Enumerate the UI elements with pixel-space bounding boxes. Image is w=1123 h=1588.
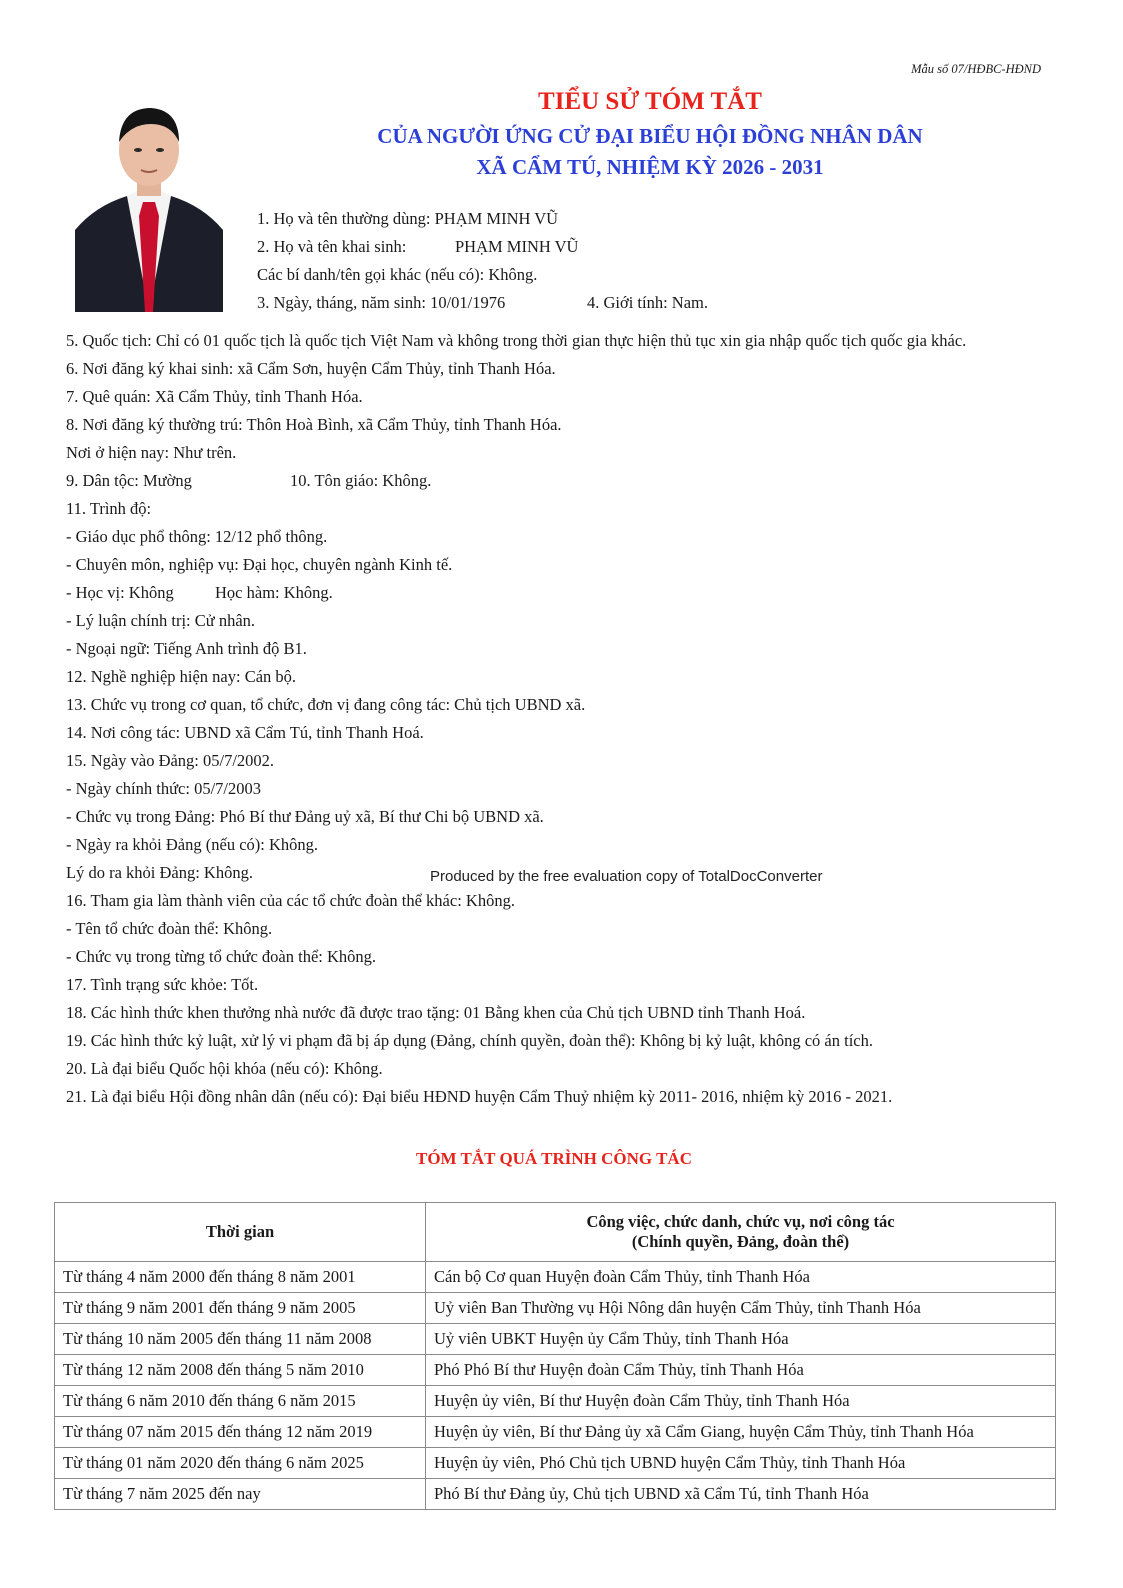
row-work: Cán bộ Cơ quan Huyện đoàn Cẩm Thủy, tỉnh Thanh Hóa <box>426 1262 1056 1293</box>
birth-name-label: 2. Họ và tên khai sinh: <box>257 237 407 256</box>
row-work: Phó Phó Bí thư Huyện đoàn Cẩm Thủy, tỉnh Thanh Hóa <box>426 1355 1056 1386</box>
row-work: Huyện ủy viên, Bí thư Huyện đoàn Cẩm Thủy, tỉnh Thanh Hóa <box>426 1386 1056 1417</box>
table-header-row <box>55 1203 1056 1262</box>
row-time: Từ tháng 12 năm 2008 đến tháng 5 năm 2010 <box>55 1355 426 1386</box>
current-residence: Nơi ở hiện nay: Như trên. <box>66 443 237 462</box>
organization-positions: - Chức vụ trong từng tổ chức đoàn thể: Không. <box>66 947 377 966</box>
row-time: Từ tháng 9 năm 2001 đến tháng 9 năm 2005 <box>55 1293 426 1324</box>
table-row <box>55 1355 1056 1386</box>
row-work: Uỷ viên UBKT Huyện ủy Cẩm Thủy, tỉnh Thanh Hóa <box>426 1324 1056 1355</box>
education-heading: 11. Trình độ: <box>66 499 152 518</box>
organization-names: - Tên tổ chức đoàn thể: Không. <box>66 919 273 938</box>
work-history-table <box>54 1202 1056 1510</box>
academic-degree: - Học vị: Không <box>66 583 174 602</box>
professional-qualification: - Chuyên môn, nghiệp vụ: Đại học, chuyên ngành Kinh tế. <box>66 555 453 574</box>
header-work-line2: (Chính quyền, Đảng, đoàn thể) <box>631 1232 850 1251</box>
peoples-council-delegate: 21. Là đại biểu Hội đồng nhân dân (nếu có): Đại biểu HĐND huyện Cẩm Thuỷ nhiệm kỳ 2011- 2016, nhiệm kỳ 2016 - 2021. <box>66 1087 893 1106</box>
nationality: 5. Quốc tịch: Chỉ có 01 quốc tịch là quốc tịch Việt Nam và không trong thời gian thực hiện thủ tục xin gia nhập quốc tịch quốc gia khác. <box>66 331 967 350</box>
political-theory: - Lý luận chính trị: Cử nhân. <box>66 611 256 630</box>
birth-name-value: PHẠM MINH VŨ <box>455 237 579 256</box>
national-assembly-delegate: 20. Là đại biểu Quốc hội khóa (nếu có): Không. <box>66 1059 383 1078</box>
disciplinary-actions: 19. Các hình thức kỷ luật, xử lý vi phạm đã bị áp dụng (Đảng, chính quyền, đoàn thể): Không bị kỷ luật, không có án tích. <box>66 1031 873 1050</box>
party-leave-reason: Lý do ra khỏi Đảng: Không. <box>66 863 253 882</box>
foreign-language: - Ngoại ngữ: Tiếng Anh trình độ B1. <box>66 639 307 658</box>
table-row <box>55 1479 1056 1510</box>
table-row <box>55 1386 1056 1417</box>
gender: 4. Giới tính: Nam. <box>587 293 709 312</box>
organizations: 16. Tham gia làm thành viên của các tổ chức đoàn thể khác: Không. <box>66 891 515 910</box>
header-work-line1: Công việc, chức danh, chức vụ, nơi công tác <box>586 1212 895 1231</box>
table-row <box>55 1324 1056 1355</box>
religion: 10. Tôn giáo: Không. <box>290 471 432 490</box>
common-name: 1. Họ và tên thường dùng: PHẠM MINH VŨ <box>257 209 559 228</box>
row-time: Từ tháng 4 năm 2000 đến tháng 8 năm 2001 <box>55 1262 426 1293</box>
party-position: - Chức vụ trong Đảng: Phó Bí thư Đảng uỷ xã, Bí thư Chi bộ UBND xã. <box>66 807 544 826</box>
current-position: 13. Chức vụ trong cơ quan, tổ chức, đơn vị đang công tác: Chủ tịch UBND xã. <box>66 695 586 714</box>
document-subtitle-1: CỦA NGƯỜI ỨNG CỬ ĐẠI BIỂU HỘI ĐỒNG NHÂN DÂN <box>377 124 923 148</box>
academic-title: Học hàm: Không. <box>215 583 333 602</box>
work-history-title: TÓM TẮT QUÁ TRÌNH CÔNG TÁC <box>416 1149 692 1168</box>
party-join-date: 15. Ngày vào Đảng: 05/7/2002. <box>66 751 275 770</box>
party-leave-date: - Ngày ra khỏi Đảng (nếu có): Không. <box>66 835 319 854</box>
party-official-date: - Ngày chính thức: 05/7/2003 <box>66 779 261 798</box>
row-time: Từ tháng 7 năm 2025 đến nay <box>55 1479 426 1510</box>
ethnicity: 9. Dân tộc: Mường <box>66 471 192 490</box>
portrait-photo <box>75 98 223 312</box>
form-number: Mẫu số 07/HĐBC-HĐND <box>911 62 1041 76</box>
date-of-birth: 3. Ngày, tháng, năm sinh: 10/01/1976 <box>257 293 506 312</box>
row-time: Từ tháng 10 năm 2005 đến tháng 11 năm 2008 <box>55 1324 426 1355</box>
header-work <box>426 1203 1056 1262</box>
document-title: TIỂU SỬ TÓM TẮT <box>538 88 762 115</box>
row-work: Uỷ viên Ban Thường vụ Hội Nông dân huyện Cẩm Thủy, tỉnh Thanh Hóa <box>426 1293 1056 1324</box>
row-time: Từ tháng 6 năm 2010 đến tháng 6 năm 2015 <box>55 1386 426 1417</box>
birth-registration-place: 6. Nơi đăng ký khai sinh: xã Cẩm Sơn, huyện Cẩm Thủy, tỉnh Thanh Hóa. <box>66 359 556 378</box>
row-work: Phó Bí thư Đảng ủy, Chủ tịch UBND xã Cẩm Tú, tỉnh Thanh Hóa <box>426 1479 1056 1510</box>
row-time: Từ tháng 01 năm 2020 đến tháng 6 năm 2025 <box>55 1448 426 1479</box>
table-row <box>55 1262 1056 1293</box>
document-subtitle-2: XÃ CẨM TÚ, NHIỆM KỲ 2026 - 2031 <box>476 155 824 179</box>
health-status: 17. Tình trạng sức khỏe: Tốt. <box>66 975 259 994</box>
permanent-residence: 8. Nơi đăng ký thường trú: Thôn Hoà Bình, xã Cẩm Thủy, tỉnh Thanh Hóa. <box>66 415 562 434</box>
evaluation-watermark: Produced by the free evaluation copy of TotalDocConverter <box>430 868 823 885</box>
general-education: - Giáo dục phổ thông: 12/12 phổ thông. <box>66 527 328 546</box>
workplace: 14. Nơi công tác: UBND xã Cẩm Tú, tỉnh Thanh Hoá. <box>66 723 424 742</box>
table-row <box>55 1417 1056 1448</box>
occupation: 12. Nghề nghiệp hiện nay: Cán bộ. <box>66 667 297 686</box>
row-work: Huyện ủy viên, Phó Chủ tịch UBND huyện Cẩm Thủy, tỉnh Thanh Hóa <box>426 1448 1056 1479</box>
row-work: Huyện ủy viên, Bí thư Đảng ủy xã Cẩm Giang, huyện Cẩm Thủy, tỉnh Thanh Hóa <box>426 1417 1056 1448</box>
row-time: Từ tháng 07 năm 2015 đến tháng 12 năm 2019 <box>55 1417 426 1448</box>
awards: 18. Các hình thức khen thưởng nhà nước đã được trao tặng: 01 Bằng khen của Chủ tịch UBND tỉnh Thanh Hoá. <box>66 1003 806 1022</box>
hometown: 7. Quê quán: Xã Cẩm Thủy, tỉnh Thanh Hóa. <box>66 387 363 406</box>
aliases: Các bí danh/tên gọi khác (nếu có): Không. <box>257 265 538 284</box>
header-time: Thời gian <box>55 1203 426 1262</box>
table-row <box>55 1293 1056 1324</box>
table-row <box>55 1448 1056 1479</box>
